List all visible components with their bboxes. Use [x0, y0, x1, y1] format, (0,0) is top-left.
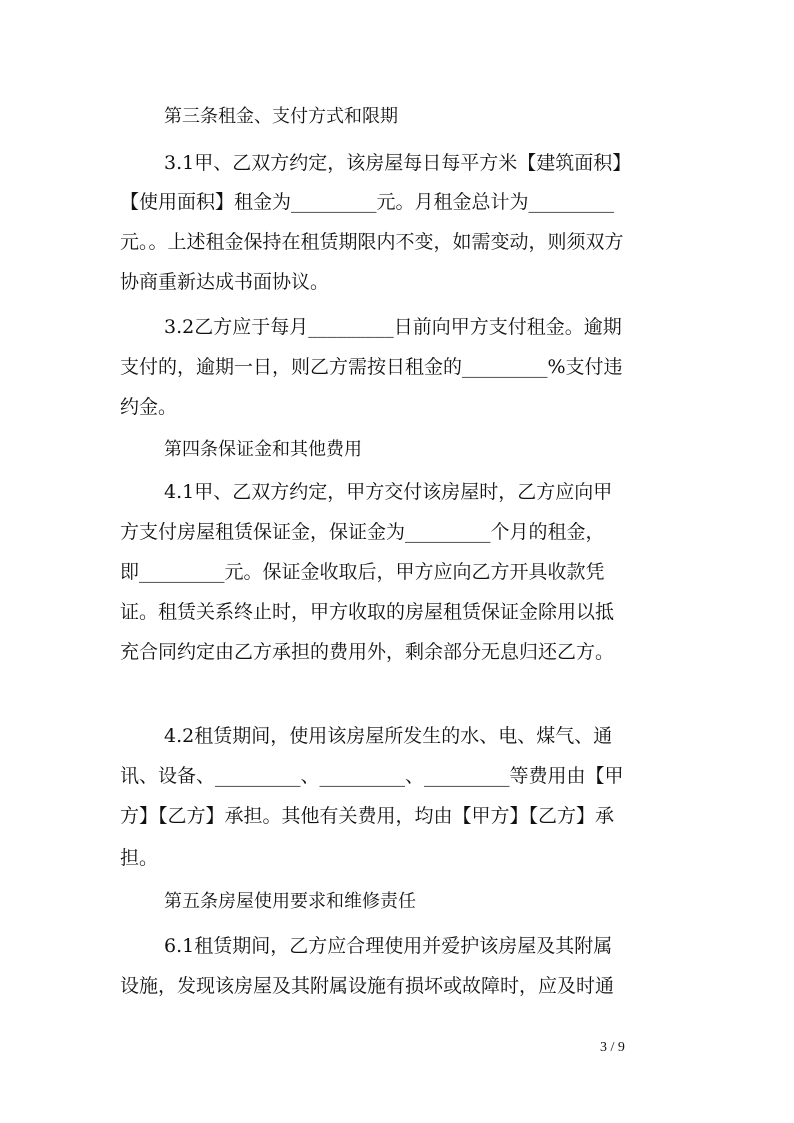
paragraph-line: 设施，发现该房屋及其附属设施有损坏或故障时，应及时通 [120, 975, 615, 997]
paragraph-line: 4.1甲、乙双方约定，甲方交付该房屋时，乙方应向甲 [164, 481, 613, 503]
article-5-heading: 第五条房屋使用要求和维修责任 [164, 891, 416, 912]
article-4-heading: 第四条保证金和其他费用 [164, 439, 362, 460]
paragraph-line: 充合同约定由乙方承担的费用外，剩余部分无息归还乙方。 [120, 641, 615, 663]
paragraph-line: 【使用面积】租金为_________元。月租金总计为_________ [120, 191, 615, 213]
paragraph-line: 元。。上述租金保持在租赁期限内不变，如需变动，则须双方 [120, 231, 624, 253]
paragraph-line: 4.2租赁期间，使用该房屋所发生的水、电、煤气、通 [164, 725, 613, 747]
paragraph-line: 方】【乙方】承担。其他有关费用，均由【甲方】【乙方】承 [120, 805, 615, 827]
page-number: 3 / 9 [600, 1040, 625, 1055]
paragraph-line: 即_________元。保证金收取后，甲方应向乙方开具收款凭 [120, 561, 605, 583]
paragraph-line: 6.1租赁期间，乙方应合理使用并爱护该房屋及其附属 [164, 935, 613, 957]
paragraph-line: 协商重新达成书面协议。 [120, 271, 330, 293]
paragraph-line: 证。租赁关系终止时，甲方收取的房屋租赁保证金除用以抵 [120, 601, 615, 623]
paragraph-line: 支付的，逾期一日，则乙方需按日租金的_________%支付违 [120, 356, 623, 378]
paragraph-line: 讯、设备、_________、_________、_________等费用由【甲 [120, 765, 624, 787]
paragraph-line: 3.1甲、乙双方约定，该房屋每日每平方米【建筑面积】 [164, 152, 632, 174]
paragraph-line: 方支付房屋租赁保证金，保证金为_________个月的租金， [120, 521, 605, 543]
paragraph-line: 3.2乙方应于每月_________日前向甲方支付租金。逾期 [164, 316, 622, 338]
article-3-heading: 第三条租金、支付方式和限期 [164, 106, 398, 127]
paragraph-line: 担。 [120, 847, 159, 869]
paragraph-line: 约金。 [120, 396, 178, 418]
